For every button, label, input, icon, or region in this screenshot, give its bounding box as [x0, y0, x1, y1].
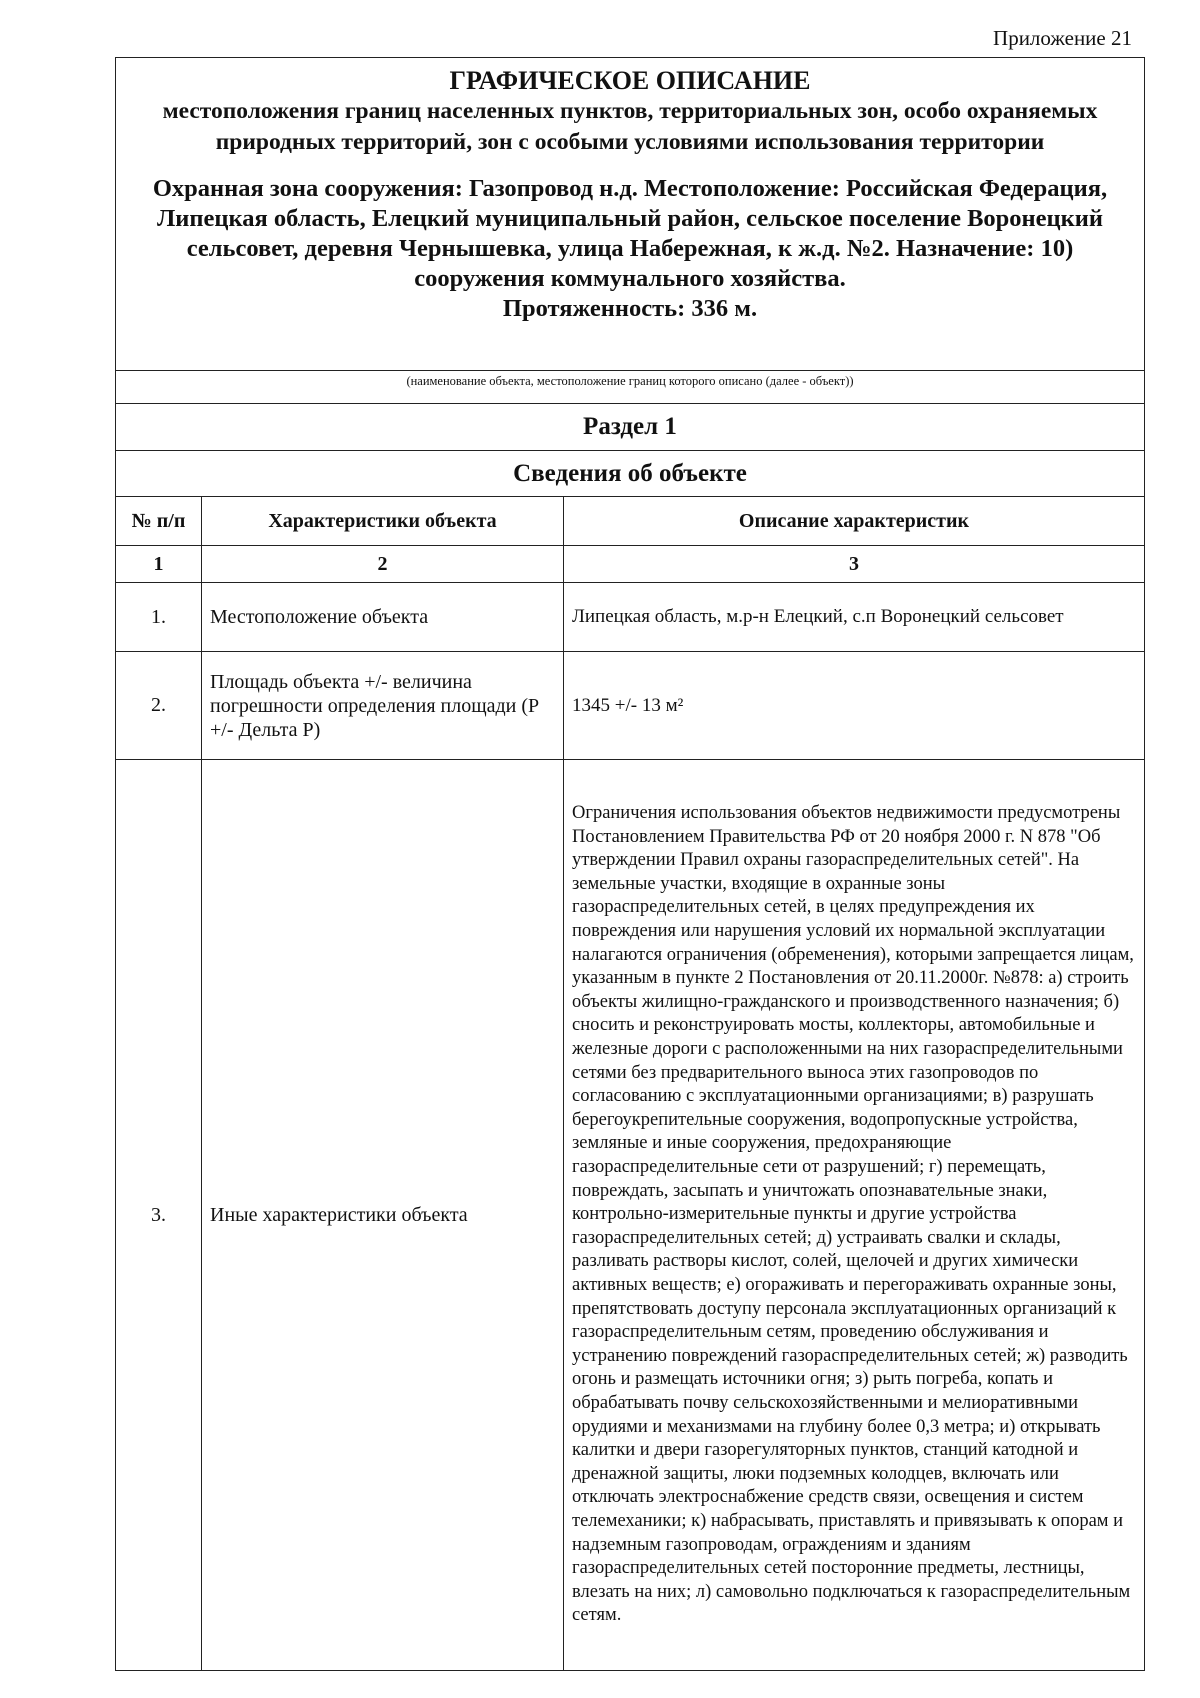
document-frame — [115, 57, 1145, 1671]
header-cell-number: № п/п — [116, 497, 202, 545]
table-header-row — [116, 497, 1144, 546]
row-number: 1. — [116, 583, 202, 651]
row-description: Липецкая область, м.р-н Елецкий, с.п Воронецкий сельсовет — [572, 606, 1064, 627]
row-characteristic: Иные характеристики объекта — [202, 760, 564, 1670]
info-title: Сведения об объекте — [116, 451, 1144, 497]
object-caption: (наименование объекта, местоположение границ которого описано (далее - объект)) — [116, 371, 1144, 404]
table-row — [116, 583, 1144, 652]
row-number: 3. — [116, 760, 202, 1670]
characteristics-table — [116, 497, 1144, 1670]
object-description — [126, 174, 1134, 324]
row-description: 1345 +/- 13 м² — [572, 694, 684, 716]
column-number-3: 3 — [849, 552, 859, 575]
table-row — [116, 760, 1144, 1670]
column-number-1: 1 — [116, 546, 202, 582]
table-column-numbers-row — [116, 546, 1144, 583]
row-characteristic: Площадь объекта +/- величина погрешности определения площади (P +/- Дельта P) — [202, 652, 564, 759]
header-cell-characteristic: Характеристики объекта — [202, 497, 564, 545]
object-description-text: Охранная зона сооружения: Газопровод н.д. Местоположение: Российская Федерация, Липецкая область, Елецкий муниципальный район, сельское поселение Воронецкий сельсовет, деревня Чернышевка, улица Набережная, к ж.д. №2. Назначение: 10) сооружения коммунального хозяйства. — [152, 175, 1108, 292]
table-row — [116, 652, 1144, 760]
appendix-label: Приложение 21 — [993, 26, 1132, 50]
row-number: 2. — [116, 652, 202, 759]
row-description: Ограничения использования объектов недвижимости предусмотрены Постановлением Правительства РФ от 20 ноября 2000 г. N 878 "Об утверждении Правил охраны газораспределительных сетей". На земельные участки, входящие в охранные зоны газораспределительных сетей, в целях предупреждения их повреждения или нарушения условий их нормальной эксплуатации налагаются ограничения (обременения), которыми запрещается лицам, указанным в пункте 2 Постановления от 20.11.2000г. №878: а) строить объекты жилищно-гражданского и производственного назначения; б) сносить и реконструировать мосты, коллекторы, автомобильные и железные дороги с расположенными на них газораспределительными сетями без предварительного выноса этих газопроводов по согласованию с эксплуатационными организациями; в) разрушать берегоукрепительные сооружения, водопропускные устройства, земляные и иные сооружения, предохраняющие газораспределительные сети от разрушений; г) перемещать, повреждать, засыпать и уничтожать опознавательные знаки, контрольно-измерительные пункты и другие устройства газораспределительных сетей; д) устраивать свалки и склады, разливать растворы кислот, солей, щелочей и других химически активных веществ; е) огораживать и перегораживать охранные зоны, препятствовать доступу персонала эксплуатационных организаций к газораспределительным сетям, проведению обслуживания и устранению повреждений газораспределительных сетей; ж) разводить огонь и размещать источники огня; з) рыть погреба, копать и обрабатывать почву сельскохозяйственными и мелиоративными орудиями и механизмами на глубину более 0,3 метра; и) открывать калитки и двери газорегуляторных пунктов, станций катодной и дренажной защиты, люки подземных колодцев, включать или отключать электроснабжение средств связи, освещения и систем телемеханики; к) набрасывать, приставлять и привязывать к опорам и надземным газопроводам, ограждениям и зданиям газораспределительных сетей посторонние предметы, лестницы, влезать на них; л) самовольно подключаться к газораспределительным сетям. — [572, 803, 1134, 1626]
header-cell-description: Описание характеристик — [738, 509, 970, 532]
object-length: Протяженность: 336 м. — [502, 295, 758, 322]
row-characteristic: Местоположение объекта — [202, 583, 564, 651]
document-header — [116, 58, 1144, 371]
section-title: Раздел 1 — [116, 404, 1144, 451]
document-title: ГРАФИЧЕСКОЕ ОПИСАНИЕ — [449, 66, 811, 95]
document-subtitle: местоположения границ населенных пунктов, территориальных зон, особо охраняемых природных территорий, зон с особыми условиями использования территории — [162, 98, 1098, 155]
column-number-2: 2 — [202, 546, 564, 582]
